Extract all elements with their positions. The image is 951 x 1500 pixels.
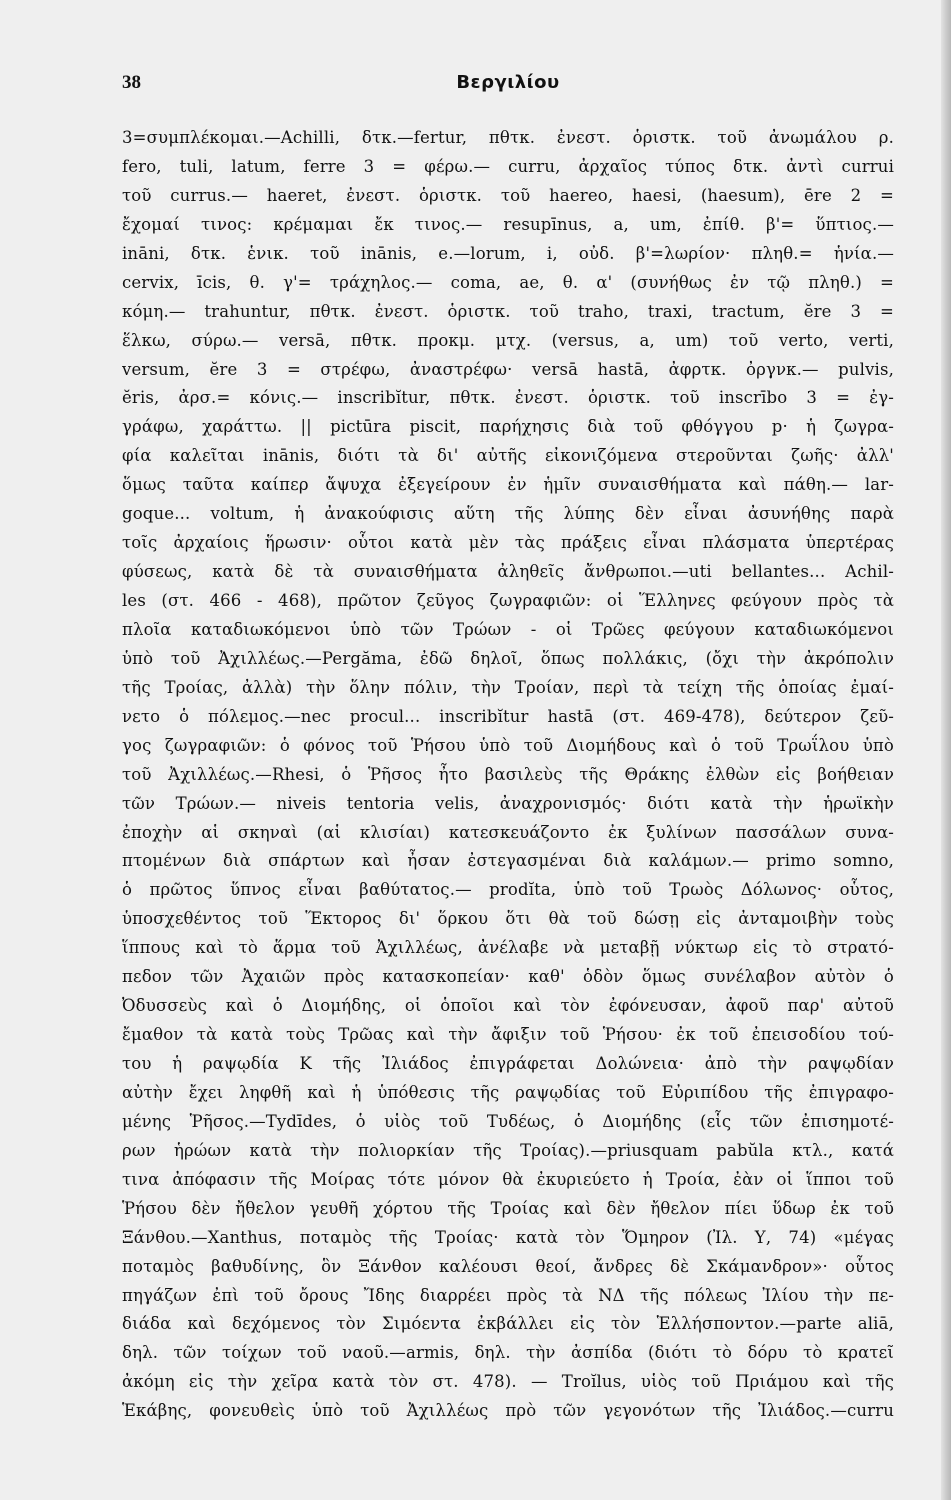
text-line: τοῦ Ἀχιλλέως.—Rhesi, ὁ Ῥῆσος ἦτο βασιλεὺς τῆς Θράκης ἐλθὼν εἰς βοήθειαν: [122, 764, 894, 784]
text-line: τοῖς ἀρχαίοις ἥρωσιν· οὗτοι κατὰ μὲν τὰς πράξεις εἶναι πλάσματα ὑπερτέρας: [122, 533, 894, 553]
text-line: αὐτὴν ἔχει ληφθῆ καὶ ἡ ὑπόθεσις τῆς ραψῳδίας τοῦ Εὐριπίδου τῆς ἐπιγραφο-: [122, 1082, 894, 1102]
text-line: ἀκόμη εἰς τὴν χεῖρα κατὰ τὸν στ. 478). — Troĭlus, υἱὸς τοῦ Πριάμου καὶ τῆς: [122, 1372, 894, 1392]
text-line: 3=συμπλέκομαι.—Achilli, δτκ.—fertur, πθτκ. ἐνεστ. ὁριστκ. τοῦ ἀνωμάλου ρ.: [122, 128, 894, 147]
text-line: ὑπὸ τοῦ Ἀχιλλέως.—Pergăma, ἐδῶ δηλοῖ, ὅπως πολλάκις, (ὄχι τὴν ἀκρόπολιν: [122, 648, 894, 668]
text-line: ποταμὸς βαθυδίνης, ὃν Ξάνθον καλέουσι θεοί, ἄνδρες δὲ Σκάμανδρον»· οὗτος: [122, 1256, 894, 1276]
text-line: διάδα καὶ δεχόμενος τὸν Σιμόεντα ἐκβάλλει εἰς τὸν Ἑλλήσποντον.—parte aliā,: [122, 1314, 894, 1334]
text-line: φία καλεῖται inānis, διότι τὰ δι' αὐτῆς εἰκονιζόμενα στεροῦνται ζωῆς· ἀλλ': [122, 446, 894, 466]
text-line: ἵππους καὶ τὸ ἅρμα τοῦ Ἀχιλλέως, ἀνέλαβε νὰ μεταβῇ νύκτωρ εἰς τὸ στρατό-: [122, 938, 894, 958]
text-line: cervix, īcis, θ. γ'= τράχηλος.— coma, ae, θ. α' (συνήθως ἐν τῷ πληθ.) =: [122, 272, 894, 292]
text-line: νετο ὁ πόλεμος.—nec procul... inscribĭtur hastā (στ. 469-478), δεύτερον ζεῦ-: [122, 706, 894, 726]
text-line: πλοῖα καταδιωκόμενοι ὑπὸ τῶν Τρώων - οἱ Τρῶες φεύγουν καταδιωκόμενοι: [122, 619, 894, 639]
text-line: τῶν Τρώων.— niveis tentoria velis, ἀναχρονισμός· διότι κατὰ τὴν ἡρωϊκὴν: [122, 793, 894, 813]
text-line: τῆς Τροίας, ἀλλὰ) τὴν ὅλην πόλιν, τὴν Τροίαν, περὶ τὰ τείχη τῆς ὁποίας ἐμαί-: [122, 677, 894, 697]
text-line: πτομένων διὰ σπάρτων καὶ ἦσαν ἐστεγασμέναι διὰ καλάμων.— primo somno,: [122, 851, 894, 871]
text-line: ἐποχὴν αἱ σκηναὶ (αἱ κλισίαι) κατεσκευάζοντο ἐκ ξυλίνων πασσάλων συνα-: [122, 822, 894, 842]
text-line: goque... voltum, ἡ ἀνακούφισις αὕτη τῆς λύπης δὲν εἶναι ἀσυνήθης παρὰ: [122, 504, 894, 524]
text-line: τινα ἀπόφασιν τῆς Μοίρας τότε μόνον θὰ ἐκυριεύετο ἡ Τροία, ἐὰν οἱ ἵπποι τοῦ: [122, 1169, 894, 1189]
text-line: τοῦ currus.— haeret, ἐνεστ. ὁριστκ. τοῦ haereo, haesi, (haesum), ēre 2 =: [122, 185, 894, 205]
running-title: Βεργιλίου: [456, 72, 560, 93]
text-line: Ὀδυσσεὺς καὶ ὁ Διομήδης, οἱ ὁποῖοι καὶ τὸν ἐφόνευσαν, ἀφοῦ παρ' αὐτοῦ: [122, 996, 894, 1016]
text-line: πεδον τῶν Ἀχαιῶν πρὸς κατασκοπείαν· καθ' ὁδὸν ὅμως συνέλαβον αὐτὸν ὁ: [122, 967, 894, 987]
commentary-text: [122, 124, 894, 1426]
text-line: ὁ πρῶτος ὕπνος εἶναι βαθύτατος.— prodĭta, ὑπὸ τοῦ Τρωὸς Δόλωνος· οὗτος,: [122, 880, 894, 900]
text-line: μένης Ῥῆσος.—Tydīdes, ὁ υἱὸς τοῦ Τυδέως, ὁ Διομήδης (εἷς τῶν ἐπισημοτέ-: [122, 1111, 894, 1131]
text-line: inānі, δτκ. ἑνικ. τοῦ inānis, e.—lorum, i, οὐδ. β'=λωρίον· πληθ.= ἡνία.—: [122, 243, 894, 263]
page-header: [122, 72, 894, 102]
text-line: ἔχομαί τινος: κρέμαμαι ἔκ τινος.— resupīnus, a, um, ἐπίθ. β'= ὕπτιος.—: [122, 214, 894, 234]
text-line: του ἡ ραψῳδία Κ τῆς Ἰλιάδος ἐπιγράφεται Δολώνεια· ἀπὸ τὴν ραψῳδίαν: [122, 1054, 894, 1073]
text-line: δηλ. τῶν τοίχων τοῦ ναοῦ.—armis, δηλ. τὴν ἀσπίδα (διότι τὸ δόρυ τὸ κρατεῖ: [122, 1343, 894, 1363]
text-line: Ῥήσου δὲν ἤθελον γευθῆ χόρτου τῆς Τροίας καὶ δὲν ἤθελον πίει ὕδωρ ἐκ τοῦ: [122, 1198, 894, 1218]
text-line: γράφω, χαράττω. || pictūra piscit, παρήχησις διὰ τοῦ φθόγγου p· ἡ ζωγρα-: [122, 417, 894, 437]
text-line: ἕλκω, σύρω.— versā, πθτκ. προκμ. μτχ. (versus, a, um) τοῦ verto, verti,: [122, 330, 894, 350]
text-line: versum, ĕre 3 = στρέφω, ἀναστρέφω· versā hastā, ἀφρτκ. ὀργνκ.— pulvis,: [122, 359, 894, 379]
text-line: fero, tuli, latum, ferre 3 = φέρω.— curru, ἀρχαῖος τύπος δτκ. ἀντὶ currui: [122, 156, 894, 176]
page-edge-shadow: [941, 0, 951, 1500]
text-line: ρων ἡρώων κατὰ τὴν πολιορκίαν τῆς Τροίας).—priusquam pabŭla κτλ., κατά: [122, 1140, 894, 1160]
text-line: γος ζωγραφιῶν: ὁ φόνος τοῦ Ῥήσου ὑπὸ τοῦ Διομήδους καὶ ὁ τοῦ Τρωΐλου ὑπὸ: [122, 735, 894, 755]
text-line: Ἑκάβης, φονευθεὶς ὑπὸ τοῦ Ἀχιλλέως πρὸ τῶν γεγονότων τῆς Ἰλιάδος.—curru: [122, 1401, 894, 1421]
text-line: ὑποσχεθέντος τοῦ Ἕκτορος δι' ὅρκου ὅτι θὰ τοῦ δώσῃ εἰς ἀνταμοιβὴν τοὺς: [122, 909, 894, 929]
text-line: κόμη.— trahuntur, πθτκ. ἐνεστ. ὁριστκ. τοῦ traho, traxi, tractum, ĕre 3 =: [122, 301, 894, 321]
text-line: ἔμαθον τὰ κατὰ τοὺς Τρῶας καὶ τὴν ἄφιξιν τοῦ Ῥήσου· ἐκ τοῦ ἐπεισοδίου τού-: [122, 1025, 894, 1045]
text-line: les (στ. 466 - 468), πρῶτον ζεῦγος ζωγραφιῶν: οἱ Ἕλληνες φεύγουν πρὸς τὰ: [122, 591, 894, 610]
text-line: ĕris, ἀρσ.= κόνις.— inscribĭtur, πθτκ. ἐνεστ. ὁριστκ. τοῦ inscrībo 3 = ἐγ-: [122, 388, 894, 408]
page-number: 38: [122, 72, 141, 93]
text-line: φύσεως, κατὰ δὲ τὰ συναισθήματα ἀληθεῖς ἄνθρωποι.—uti bellantes... Achil-: [122, 562, 894, 582]
text-line: ὅμως ταῦτα καίπερ ἄψυχα ἐξεγείρουν ἐν ἡμῖν συναισθήματα καὶ πάθη.— lar-: [122, 475, 894, 495]
text-line: πηγάζων ἐπὶ τοῦ ὄρους Ἴδης διαρρέει πρὸς τὰ ΝΔ τῆς πόλεως Ἰλίου τὴν πε-: [122, 1285, 894, 1305]
text-line: Ξάνθου.—Xanthus, ποταμὸς τῆς Τροίας· κατὰ τὸν Ὅμηρον (Ἰλ. Υ, 74) «μέγας: [122, 1227, 894, 1247]
